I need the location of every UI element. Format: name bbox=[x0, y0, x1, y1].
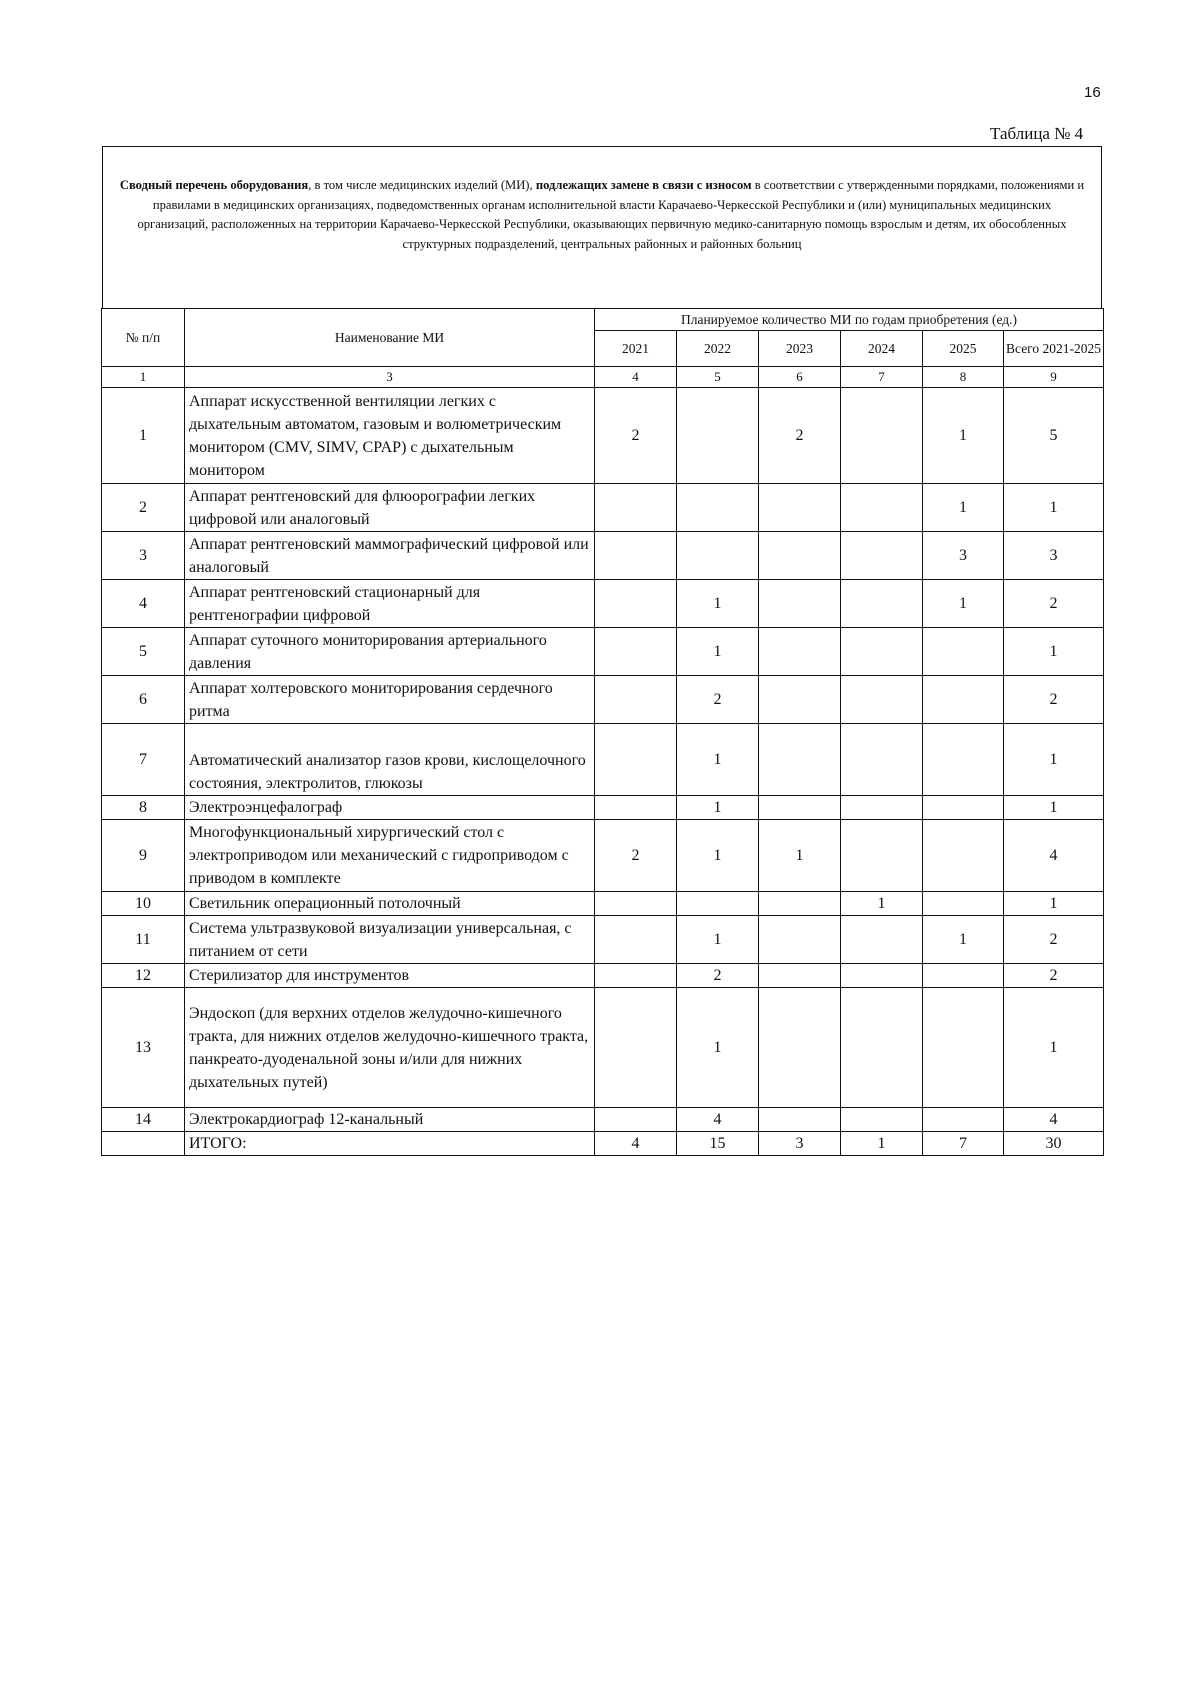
column-number: 7 bbox=[841, 367, 923, 388]
title-part-3: подлежащих замене в связи с износом bbox=[535, 178, 752, 192]
table-row bbox=[102, 724, 1104, 796]
table-title bbox=[118, 176, 1086, 254]
year-quantity: 1 bbox=[677, 820, 759, 892]
col-header-year: 2022 bbox=[677, 331, 759, 367]
row-number: 13 bbox=[102, 988, 185, 1108]
row-number: 11 bbox=[102, 916, 185, 964]
year-quantity bbox=[759, 988, 841, 1108]
year-quantity: 1 bbox=[677, 724, 759, 796]
year-quantity bbox=[841, 796, 923, 820]
equipment-name: Аппарат рентгеновский для флюорографии легких цифровой или аналоговый bbox=[185, 484, 595, 532]
year-quantity bbox=[841, 964, 923, 988]
row-total: 1 bbox=[1004, 484, 1104, 532]
year-quantity bbox=[923, 988, 1004, 1108]
equipment-name: Аппарат рентгеновский стационарный для рентгенографии цифровой bbox=[185, 580, 595, 628]
year-quantity bbox=[677, 388, 759, 484]
year-quantity bbox=[923, 796, 1004, 820]
year-quantity bbox=[923, 964, 1004, 988]
year-quantity bbox=[841, 1108, 923, 1132]
year-quantity bbox=[595, 628, 677, 676]
total-row-blank bbox=[102, 1132, 185, 1156]
title-part-4: в соответствии с утвержденными порядками, положениями и правилами в медицинских организациях, подведомственных органам исполнительной власти Карачаево-Черкесской Республики и (или) муниципальных медицинских организаций, расположенных на территории Карачаево-Черкесской Республики, оказывающих первичную медико-санитарную помощь взрослым и детям, их обособленных структурных подразделений, центральных районных и районных больниц bbox=[137, 178, 1085, 251]
table-row bbox=[102, 388, 1104, 484]
year-quantity bbox=[759, 484, 841, 532]
equipment-name: Аппарат суточного мониторирования артериального давления bbox=[185, 628, 595, 676]
row-number: 4 bbox=[102, 580, 185, 628]
year-quantity bbox=[923, 820, 1004, 892]
year-quantity: 1 bbox=[923, 484, 1004, 532]
row-number: 12 bbox=[102, 964, 185, 988]
column-number: 1 bbox=[102, 367, 185, 388]
year-quantity bbox=[923, 892, 1004, 916]
year-quantity: 2 bbox=[595, 388, 677, 484]
col-header-total: Всего 2021-2025 bbox=[1004, 331, 1104, 367]
table-row bbox=[102, 820, 1104, 892]
row-total: 1 bbox=[1004, 796, 1104, 820]
year-quantity: 1 bbox=[923, 388, 1004, 484]
row-total: 4 bbox=[1004, 1108, 1104, 1132]
col-header-planned: Планируемое количество МИ по годам приобретения (ед.) bbox=[595, 309, 1104, 331]
total-year-quantity: 15 bbox=[677, 1132, 759, 1156]
equipment-name: Светильник операционный потолочный bbox=[185, 892, 595, 916]
col-header-name: Наименование МИ bbox=[185, 309, 595, 367]
total-label: ИТОГО: bbox=[185, 1132, 595, 1156]
row-number: 5 bbox=[102, 628, 185, 676]
year-quantity bbox=[841, 916, 923, 964]
row-total: 1 bbox=[1004, 988, 1104, 1108]
row-number: 7 bbox=[102, 724, 185, 796]
year-quantity bbox=[595, 532, 677, 580]
equipment-table bbox=[101, 308, 1104, 1156]
row-number: 10 bbox=[102, 892, 185, 916]
row-number: 1 bbox=[102, 388, 185, 484]
year-quantity: 1 bbox=[677, 988, 759, 1108]
year-quantity bbox=[759, 916, 841, 964]
title-part-2: , в том числе медицинских изделий (МИ), bbox=[308, 178, 536, 192]
page-number: 16 bbox=[1084, 84, 1101, 101]
year-quantity bbox=[595, 676, 677, 724]
equipment-name: Автоматический анализатор газов крови, кислощелочного состояния, электролитов, глюкозы bbox=[185, 724, 595, 796]
year-quantity: 1 bbox=[923, 580, 1004, 628]
equipment-name: Аппарат рентгеновский маммографический цифровой или аналоговый bbox=[185, 532, 595, 580]
year-quantity bbox=[595, 724, 677, 796]
table-label: Таблица № 4 bbox=[990, 124, 1084, 143]
column-number: 8 bbox=[923, 367, 1004, 388]
col-header-year: 2024 bbox=[841, 331, 923, 367]
row-total: 2 bbox=[1004, 964, 1104, 988]
year-quantity bbox=[841, 532, 923, 580]
year-quantity: 3 bbox=[923, 532, 1004, 580]
title-part-1: Сводный перечень оборудования bbox=[119, 178, 309, 192]
year-quantity bbox=[595, 796, 677, 820]
year-quantity bbox=[841, 580, 923, 628]
year-quantity: 1 bbox=[759, 820, 841, 892]
table-row bbox=[102, 916, 1104, 964]
year-quantity bbox=[759, 892, 841, 916]
total-row bbox=[102, 1132, 1104, 1156]
row-total: 2 bbox=[1004, 676, 1104, 724]
col-header-num: № п/п bbox=[102, 309, 185, 367]
table-row bbox=[102, 628, 1104, 676]
year-quantity: 1 bbox=[677, 628, 759, 676]
year-quantity: 1 bbox=[923, 916, 1004, 964]
equipment-name: Эндоскоп (для верхних отделов желудочно-кишечного тракта, для нижних отделов желудочно-кишечного тракта, панкреато-дуоденальной зоны и/или для нижних дыхательных путей) bbox=[185, 988, 595, 1108]
year-quantity bbox=[759, 796, 841, 820]
row-total: 3 bbox=[1004, 532, 1104, 580]
total-year-quantity: 4 bbox=[595, 1132, 677, 1156]
row-total: 1 bbox=[1004, 892, 1104, 916]
equipment-name: Стерилизатор для инструментов bbox=[185, 964, 595, 988]
year-quantity: 4 bbox=[677, 1108, 759, 1132]
equipment-name: Многофункциональный хирургический стол с электроприводом или механический с гидроприводом с приводом в комплекте bbox=[185, 820, 595, 892]
equipment-name: Система ультразвуковой визуализации универсальная, с питанием от сети bbox=[185, 916, 595, 964]
year-quantity bbox=[759, 532, 841, 580]
year-quantity bbox=[595, 1108, 677, 1132]
year-quantity bbox=[677, 892, 759, 916]
table-row bbox=[102, 964, 1104, 988]
year-quantity bbox=[759, 724, 841, 796]
table-row bbox=[102, 796, 1104, 820]
row-total: 5 bbox=[1004, 388, 1104, 484]
column-number: 6 bbox=[759, 367, 841, 388]
year-quantity: 2 bbox=[677, 676, 759, 724]
table-row bbox=[102, 676, 1104, 724]
row-total: 2 bbox=[1004, 916, 1104, 964]
row-number: 14 bbox=[102, 1108, 185, 1132]
row-total: 4 bbox=[1004, 820, 1104, 892]
year-quantity: 2 bbox=[595, 820, 677, 892]
year-quantity bbox=[841, 724, 923, 796]
year-quantity bbox=[595, 916, 677, 964]
year-quantity bbox=[595, 580, 677, 628]
col-header-year: 2023 bbox=[759, 331, 841, 367]
year-quantity bbox=[595, 988, 677, 1108]
column-number: 4 bbox=[595, 367, 677, 388]
year-quantity bbox=[841, 676, 923, 724]
year-quantity bbox=[841, 628, 923, 676]
total-year-quantity: 1 bbox=[841, 1132, 923, 1156]
year-quantity bbox=[677, 484, 759, 532]
year-quantity bbox=[841, 484, 923, 532]
year-quantity bbox=[759, 628, 841, 676]
year-quantity bbox=[841, 820, 923, 892]
row-number: 9 bbox=[102, 820, 185, 892]
year-quantity bbox=[923, 628, 1004, 676]
row-number: 8 bbox=[102, 796, 185, 820]
table-row bbox=[102, 892, 1104, 916]
year-quantity: 2 bbox=[759, 388, 841, 484]
year-quantity: 1 bbox=[677, 580, 759, 628]
row-total: 1 bbox=[1004, 724, 1104, 796]
total-year-quantity: 3 bbox=[759, 1132, 841, 1156]
year-quantity: 1 bbox=[677, 916, 759, 964]
row-total: 1 bbox=[1004, 628, 1104, 676]
column-number: 5 bbox=[677, 367, 759, 388]
year-quantity bbox=[923, 1108, 1004, 1132]
year-quantity: 2 bbox=[677, 964, 759, 988]
equipment-name: Аппарат холтеровского мониторирования сердечного ритма bbox=[185, 676, 595, 724]
row-number: 2 bbox=[102, 484, 185, 532]
row-total: 2 bbox=[1004, 580, 1104, 628]
year-quantity bbox=[595, 892, 677, 916]
column-number: 3 bbox=[185, 367, 595, 388]
year-quantity bbox=[841, 388, 923, 484]
year-quantity bbox=[923, 724, 1004, 796]
table-row bbox=[102, 580, 1104, 628]
row-number: 3 bbox=[102, 532, 185, 580]
col-header-year: 2025 bbox=[923, 331, 1004, 367]
year-quantity: 1 bbox=[841, 892, 923, 916]
year-quantity bbox=[759, 964, 841, 988]
equipment-name: Электрокардиограф 12-канальный bbox=[185, 1108, 595, 1132]
year-quantity bbox=[923, 676, 1004, 724]
table-row bbox=[102, 532, 1104, 580]
row-number: 6 bbox=[102, 676, 185, 724]
year-quantity bbox=[595, 964, 677, 988]
column-number: 9 bbox=[1004, 367, 1104, 388]
table-row bbox=[102, 1108, 1104, 1132]
year-quantity bbox=[759, 1108, 841, 1132]
year-quantity bbox=[759, 676, 841, 724]
grand-total: 30 bbox=[1004, 1132, 1104, 1156]
year-quantity bbox=[595, 484, 677, 532]
equipment-name: Аппарат искусственной вентиляции легких с дыхательным автоматом, газовым и волюметрическим монитором (CMV, SIMV, CPAP) с дыхательным монитором bbox=[185, 388, 595, 484]
total-year-quantity: 7 bbox=[923, 1132, 1004, 1156]
year-quantity bbox=[759, 580, 841, 628]
table-row bbox=[102, 988, 1104, 1108]
year-quantity bbox=[677, 532, 759, 580]
col-header-year: 2021 bbox=[595, 331, 677, 367]
table-row bbox=[102, 484, 1104, 532]
year-quantity: 1 bbox=[677, 796, 759, 820]
year-quantity bbox=[841, 988, 923, 1108]
equipment-name: Электроэнцефалограф bbox=[185, 796, 595, 820]
